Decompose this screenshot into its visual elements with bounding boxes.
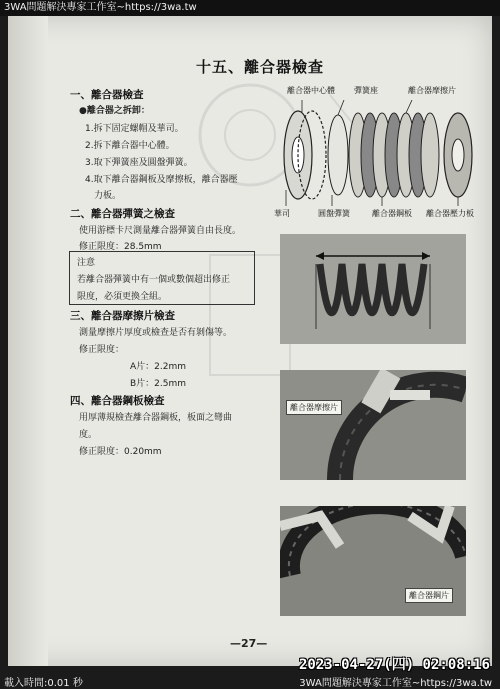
- section-4-desc-1: 用厚薄規檢查離合器鋼板，板面之彎曲: [79, 413, 233, 423]
- section-2-heading: 二、離合器彈簧之檢查: [70, 208, 175, 220]
- section-1-subheading: ●離合器之拆卸：: [79, 106, 150, 116]
- section-4-heading: 四、離合器鋼板檢查: [70, 395, 165, 407]
- diagram-label-pressure-plate: 離合器壓力板: [426, 209, 474, 218]
- section-3-desc: 測量摩擦片厚度或檢查是否有剝傷等。: [79, 328, 233, 338]
- section-3-heading: 三、離合器摩擦片檢查: [70, 310, 175, 322]
- timestamp: 2023-04-27(四) 02:08:16: [298, 657, 490, 673]
- step-1: 1.拆下固定螺帽及華司。: [85, 124, 184, 134]
- page-number: —27—: [230, 637, 268, 650]
- page-title: 十五、離合器檢查: [196, 58, 325, 76]
- section-2-desc: 使用游標卡尺測量離合器彈簧自由長度。: [79, 226, 242, 236]
- section-3-a-plate: A片：2.2mm: [130, 362, 187, 372]
- caution-title: 注意: [77, 258, 96, 268]
- clutch-exploded-diagram: [272, 100, 492, 210]
- diagram-label-disc-spring: 圓盤彈簧: [318, 209, 350, 218]
- caution-line-1: 若離合器彈簧中有一個或數個超出修正: [77, 275, 231, 285]
- section-2-limit: 修正限度：28.5mm: [79, 242, 162, 252]
- load-time: 載入時間:0.01 秒: [4, 678, 83, 689]
- section-4-desc-2: 度。: [79, 430, 98, 440]
- diagram-label-steel-plate: 離合器鋼板: [372, 209, 412, 218]
- section-4-limit: 修正限度：0.20mm: [79, 447, 162, 457]
- section-1-heading: 一、離合器檢查: [70, 89, 144, 101]
- top-watermark: 3WA問題解決專家工作室~https://3wa.tw: [0, 0, 500, 16]
- photo-clutch-spring: [280, 234, 466, 344]
- diagram-label-spring-seat: 彈簧座: [354, 86, 378, 95]
- diagram-label-friction-plate: 離合器摩擦片: [408, 86, 456, 95]
- caution-line-2: 限度，必須更換全組。: [77, 292, 168, 302]
- step-4-cont: 力板。: [94, 191, 122, 201]
- diagram-label-washer: 華司: [274, 209, 290, 218]
- step-2: 2.拆下離合器中心體。: [85, 141, 175, 151]
- step-3: 3.取下彈簧座及圓盤彈簧。: [85, 158, 193, 168]
- photo-label-friction-plate: 離合器摩擦片: [286, 400, 342, 415]
- diagram-label-clutch-hub: 離合器中心體: [287, 86, 335, 95]
- step-4: 4.取下離合器鋼板及摩擦板，離合器壓: [85, 175, 238, 185]
- section-3-b-plate: B片：2.5mm: [130, 379, 187, 389]
- photo-label-steel-plate: 離合器鋼片: [405, 588, 453, 603]
- page-binding-shadow: [8, 16, 48, 666]
- photo-friction-plate: [280, 370, 466, 480]
- bottom-watermark: 3WA問題解決專家工作室~https://3wa.tw: [299, 678, 492, 689]
- section-3-limit: 修正限度：: [79, 345, 125, 355]
